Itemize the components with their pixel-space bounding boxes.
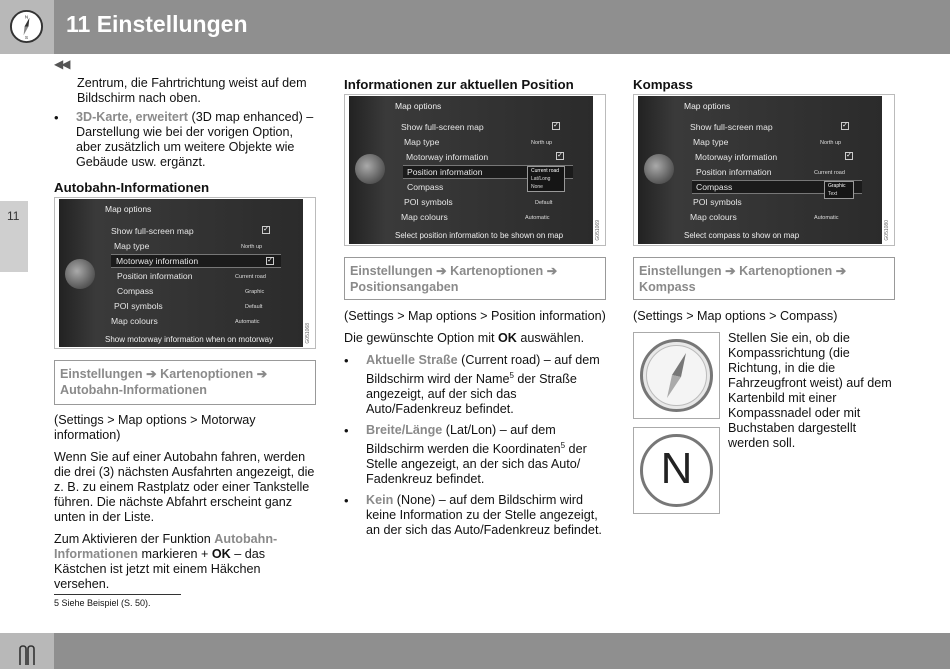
screen-row: Map type [114,241,150,251]
control-knob-icon [65,259,95,289]
screen-display [349,96,593,244]
text: auswählen. [516,331,585,345]
option-name: Kein [366,493,394,508]
section-heading: Kompass [633,77,693,92]
text: der Straße angezeigt, auf der sich das Auto/Fadenkreuz befindet. [366,372,577,417]
footnote-ref: 5 [509,371,514,380]
list-item [344,353,606,417]
bullet-list [54,110,316,176]
screen-value: Current road [814,170,845,176]
text: (Current road) – auf dem Bildschirm wird der Name [366,353,600,387]
screen-row: Show full-screen map [111,226,194,236]
screen-value: Current road [235,274,266,280]
settings-path: (Settings > Map options > Position information) [344,309,606,323]
screenshot-motorway-info [54,197,316,349]
checkbox-icon: ✓ [267,257,273,264]
continued-text: Zentrum, die Fahrtrichtung weist auf dem Bildschirm nach oben. [77,76,307,105]
screen-row: Compass [696,182,733,192]
function-name: Autobahn-Informationen [54,532,278,561]
chapter-tab[interactable] [0,201,28,272]
settings-path: (Settings > Map options > Motorway information) [54,413,256,442]
text: (Lat/Lon) – auf dem Bildschirm werden die Koordinaten [366,423,561,457]
screen-display [59,199,303,347]
screen-row: Position information [407,167,483,177]
screen-value: Automatic [814,215,839,221]
path-step: Kartenoptionen [450,264,544,278]
footer-bar [0,633,950,669]
screen-footer-text: Show motorway information when on motorway [105,335,274,344]
text: – das Kästchen ist jetzt mit einem Häkchen versehen. [54,547,266,591]
compass-needle-icon [633,332,720,419]
path-step: Kompass [639,280,696,294]
footnote: 5 Siehe Beispiel (S. 50). [54,598,151,608]
screen-footer-text: Select position information to be shown on map [395,231,564,240]
paragraph: Wenn Sie auf einer Autobahn fahren, werden die drei (3) nächsten Ausfahrten angezeigt, die z. B. zu einem Rastplatz oder einer Tankstelle führen. Die nächste Abfahrt erscheint ganz unten in der Liste. [54,450,315,524]
popup-option: Text [828,191,838,197]
compass-icon [9,9,44,44]
option-name: Breite/Länge [366,423,443,438]
control-knob-icon [644,154,674,184]
screen-value: North up [241,244,263,250]
screen-value: Automatic [235,319,260,325]
arrow-right-icon: ➔ [832,264,847,278]
section-heading: Autobahn-Informationen [54,180,210,195]
path-step: Autobahn-Informationen [60,383,207,397]
popup-menu [527,166,565,192]
section-heading: Informationen zur aktuellen Position [344,77,574,92]
path-step: Einstellungen [350,264,433,278]
screen-row: Compass [117,286,154,296]
compass-letter-icon [633,427,720,514]
option-name: 3D-Karte, erweitert [76,110,188,124]
arrow-right-icon: ➔ [253,367,268,381]
menu-path-box [344,257,606,300]
text: (None) – auf dem Bildschirm wird keine Information zu der Stelle angezeigt, an der sich das Auto/Fadenkreuz befindet. [366,493,602,538]
compass-description: Stellen Sie ein, ob die Kompassrichtung (die Richtung, in die die Fahrzeugfront weist) auf dem Kartenbild mit einer Kompassnadel oder mit Buchstaben dargestellt werden soll. [728,331,892,450]
checkbox-icon: ✓ [846,152,852,159]
screenshot-position-info [344,94,606,246]
screen-row: Map colours [401,212,448,222]
screen-row: Motorway information [116,256,199,266]
chapter-tab-number: 11 [7,209,20,223]
screen-row: Show full-screen map [401,122,484,132]
text: Die gewünschte Option mit [344,331,498,345]
screen-row: POI symbols [404,197,453,207]
screen-row: Compass [407,182,444,192]
screen-title: Map options [684,101,731,111]
path-step: Kartenoptionen [160,367,254,381]
screen-display [638,96,882,244]
screen-value: Default [245,304,263,310]
screen-row: Map colours [690,212,737,222]
list-item [344,423,606,487]
path-step: Kartenoptionen [739,264,833,278]
screen-row: Position information [117,271,193,281]
screen-row: Motorway information [695,152,778,162]
menu-path-box [54,360,316,405]
footnote-divider [54,594,181,595]
image-code: G051080 [884,220,890,241]
header-bar [54,0,950,54]
page-title: 11 Einstellungen [66,11,248,37]
svg-text:N: N [24,15,29,21]
screen-row: Map type [404,137,440,147]
column-1-body [54,413,316,599]
ok-key: OK [211,547,231,561]
continuation-arrows-icon: ◀◀ [54,57,69,71]
checkbox-icon: ✓ [557,152,563,159]
text: der Stelle angezeigt, an der sich das Auto/ Fadenkreuz befindet. [366,442,587,487]
list-item [54,110,316,170]
screen-row: Map colours [111,316,158,326]
menu-path-box [633,257,895,300]
path-step: Einstellungen [639,264,722,278]
paragraph [344,331,606,346]
paragraph [54,532,316,592]
text: markieren + [137,547,212,561]
popup-option: Current road [531,168,560,174]
screenshot-compass [633,94,895,246]
option-list [344,353,606,538]
screen-row: Position information [696,167,772,177]
arrow-right-icon: ➔ [142,367,161,381]
popup-option: Lat/Long [531,176,551,182]
compass-letter: N [660,444,693,493]
screen-value: North up [531,140,553,146]
checkbox-icon: ✓ [553,122,559,129]
screen-row: Show full-screen map [690,122,773,132]
screen-row: Map type [693,137,729,147]
screen-title: Map options [395,101,442,111]
screen-value: North up [820,140,842,146]
screen-value: Default [535,200,553,206]
arrow-right-icon: ➔ [432,264,451,278]
popup-menu [824,181,854,199]
screen-row: POI symbols [693,197,742,207]
path-step: Positionsangaben [350,280,459,294]
ok-key: OK [498,331,517,345]
settings-path: (Settings > Map options > Compass) [633,309,838,323]
screen-footer-text: Select compass to show on map [684,231,800,240]
screen-row: POI symbols [114,301,163,311]
header-icon-box [0,0,54,54]
footnote-ref: 5 [560,441,566,451]
option-description: (3D map enhanced) – Darstellung wie bei der vorigen Option, aber zusätzlich um weitere Objekte wie Gebäude usw. ergänzt. [76,110,314,169]
checkbox-icon: ✓ [263,226,269,233]
list-item [344,493,606,538]
screen-value: Graphic [245,289,265,295]
path-step: Einstellungen [60,367,143,381]
option-name: Aktuelle Straße [366,353,458,367]
popup-option: None [531,184,543,190]
screen-value: Automatic [525,215,550,221]
brand-logo-icon [18,645,36,669]
control-knob-icon [355,154,385,184]
popup-option: Graphic [828,183,846,189]
checkbox-icon: ✓ [842,122,848,129]
text: Zum Aktivieren der Funktion [54,532,215,546]
screen-row: Motorway information [406,152,489,162]
screen-title: Map options [105,204,152,214]
arrow-right-icon: ➔ [721,264,740,278]
arrow-right-icon: ➔ [543,264,558,278]
image-code: G051069 [595,220,601,241]
svg-text:S: S [24,36,29,42]
column-2-body [344,309,606,544]
image-code: G051068 [305,323,311,344]
